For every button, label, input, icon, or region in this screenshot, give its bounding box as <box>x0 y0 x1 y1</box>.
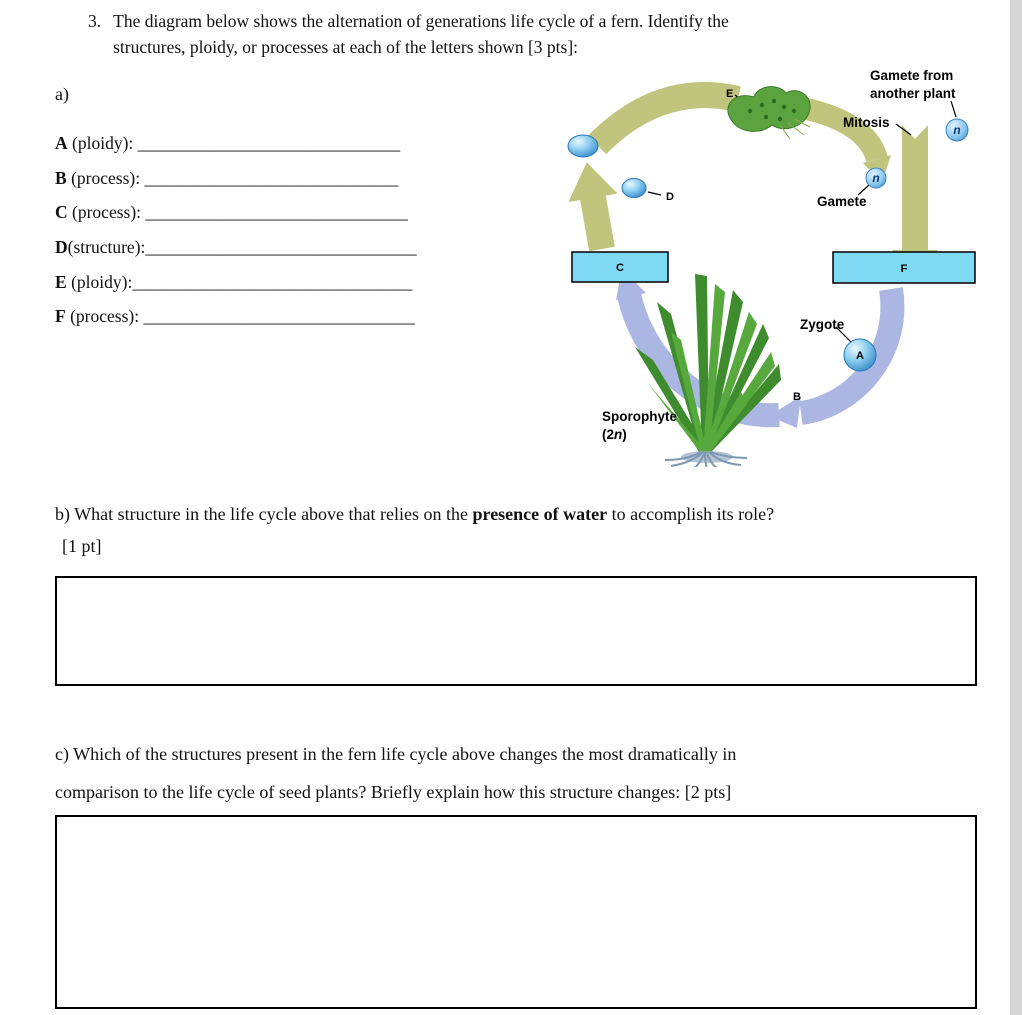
question-3-header <box>88 8 729 60</box>
blank-desc: (process): <box>66 168 145 188</box>
blank-letter: D <box>55 237 68 257</box>
question-b-bold: presence of water <box>472 504 608 524</box>
question-b-suffix: to accomplish its role? <box>607 504 775 524</box>
label-mitosis: Mitosis <box>843 115 890 130</box>
scrollbar-track[interactable] <box>1010 0 1022 1015</box>
blank-letter: B <box>55 168 67 188</box>
question-c-line1: c) Which of the structures present in the fern life cycle above changes the most dramatically in <box>55 744 737 764</box>
blank-row-e <box>55 272 412 293</box>
leader-d <box>648 192 661 195</box>
gametophyte-plant <box>728 87 810 139</box>
question-line2: structures, ploidy, or processes at each of the letters shown [3 pts]: <box>113 37 579 57</box>
spore-sphere-small <box>622 179 646 198</box>
question-text <box>113 8 729 60</box>
question-b-points: [1 pt] <box>62 536 102 556</box>
label-zygote: Zygote <box>800 317 845 332</box>
leader-gamete-from <box>951 101 956 117</box>
blank-line: ________________________________ <box>132 272 413 292</box>
spore-sphere-large <box>568 135 598 157</box>
label-letter-e: E <box>726 88 734 100</box>
blank-letter: C <box>55 202 68 222</box>
fern-roots <box>665 452 747 467</box>
blank-row-d <box>55 237 417 258</box>
gametophyte-body <box>728 87 810 132</box>
blank-row-f <box>55 306 415 327</box>
answer-box-c <box>55 815 977 1009</box>
label-n-top: n <box>953 123 961 137</box>
label-letter-f: F <box>900 263 908 275</box>
blank-line: ______________________________ <box>145 202 408 222</box>
spore-to-gametophyte-arc <box>597 95 738 145</box>
question-b-prefix: b) What structure in the life cycle above that relies on the <box>55 504 473 524</box>
question-b <box>55 504 774 525</box>
label-gamete-from-1: Gamete from <box>870 68 954 83</box>
question-line1: The diagram below shows the alternation of generations life cycle of a fern. Identify the <box>113 11 729 31</box>
label-letter-d: D <box>666 191 674 203</box>
label-gamete: Gamete <box>817 194 867 209</box>
blank-letter: A <box>55 133 68 153</box>
blank-letter: E <box>55 272 67 292</box>
label-letter-c: C <box>616 262 624 274</box>
blank-row-a <box>55 133 400 154</box>
blank-desc: (process): <box>67 202 146 222</box>
sporophyte-fern <box>635 274 781 467</box>
label-gamete-from-2: another plant <box>870 86 956 101</box>
part-a-label: a) <box>55 84 69 104</box>
meiosis-up-arrow <box>562 158 627 253</box>
blank-line: _______________________________ <box>145 237 417 257</box>
blank-line: _____________________________ <box>144 168 399 188</box>
label-sporophyte-2n: (2n) <box>602 427 627 442</box>
life-cycle-svg <box>555 55 1015 467</box>
question-c-line2: comparison to the life cycle of seed plants? Briefly explain how this structure changes: [2 pts] <box>55 782 732 802</box>
label-sporophyte: Sporophyte <box>602 409 678 424</box>
blank-desc: (ploidy): <box>67 133 138 153</box>
blank-line: ______________________________ <box>137 133 401 153</box>
blank-desc: (process): <box>65 306 144 326</box>
label-letter-a: A <box>856 350 864 362</box>
blank-desc: (structure): <box>67 237 146 257</box>
question-number: 3. <box>88 11 102 31</box>
label-n-mid: n <box>872 171 880 185</box>
blank-desc: (ploidy): <box>66 272 133 292</box>
blank-row-c <box>55 202 408 223</box>
fern-life-cycle-diagram <box>555 55 1015 467</box>
label-letter-b: B <box>793 391 801 403</box>
answer-box-b <box>55 576 977 686</box>
blank-letter: F <box>55 306 66 326</box>
blank-line: _______________________________ <box>143 306 415 326</box>
blank-row-b <box>55 168 398 189</box>
